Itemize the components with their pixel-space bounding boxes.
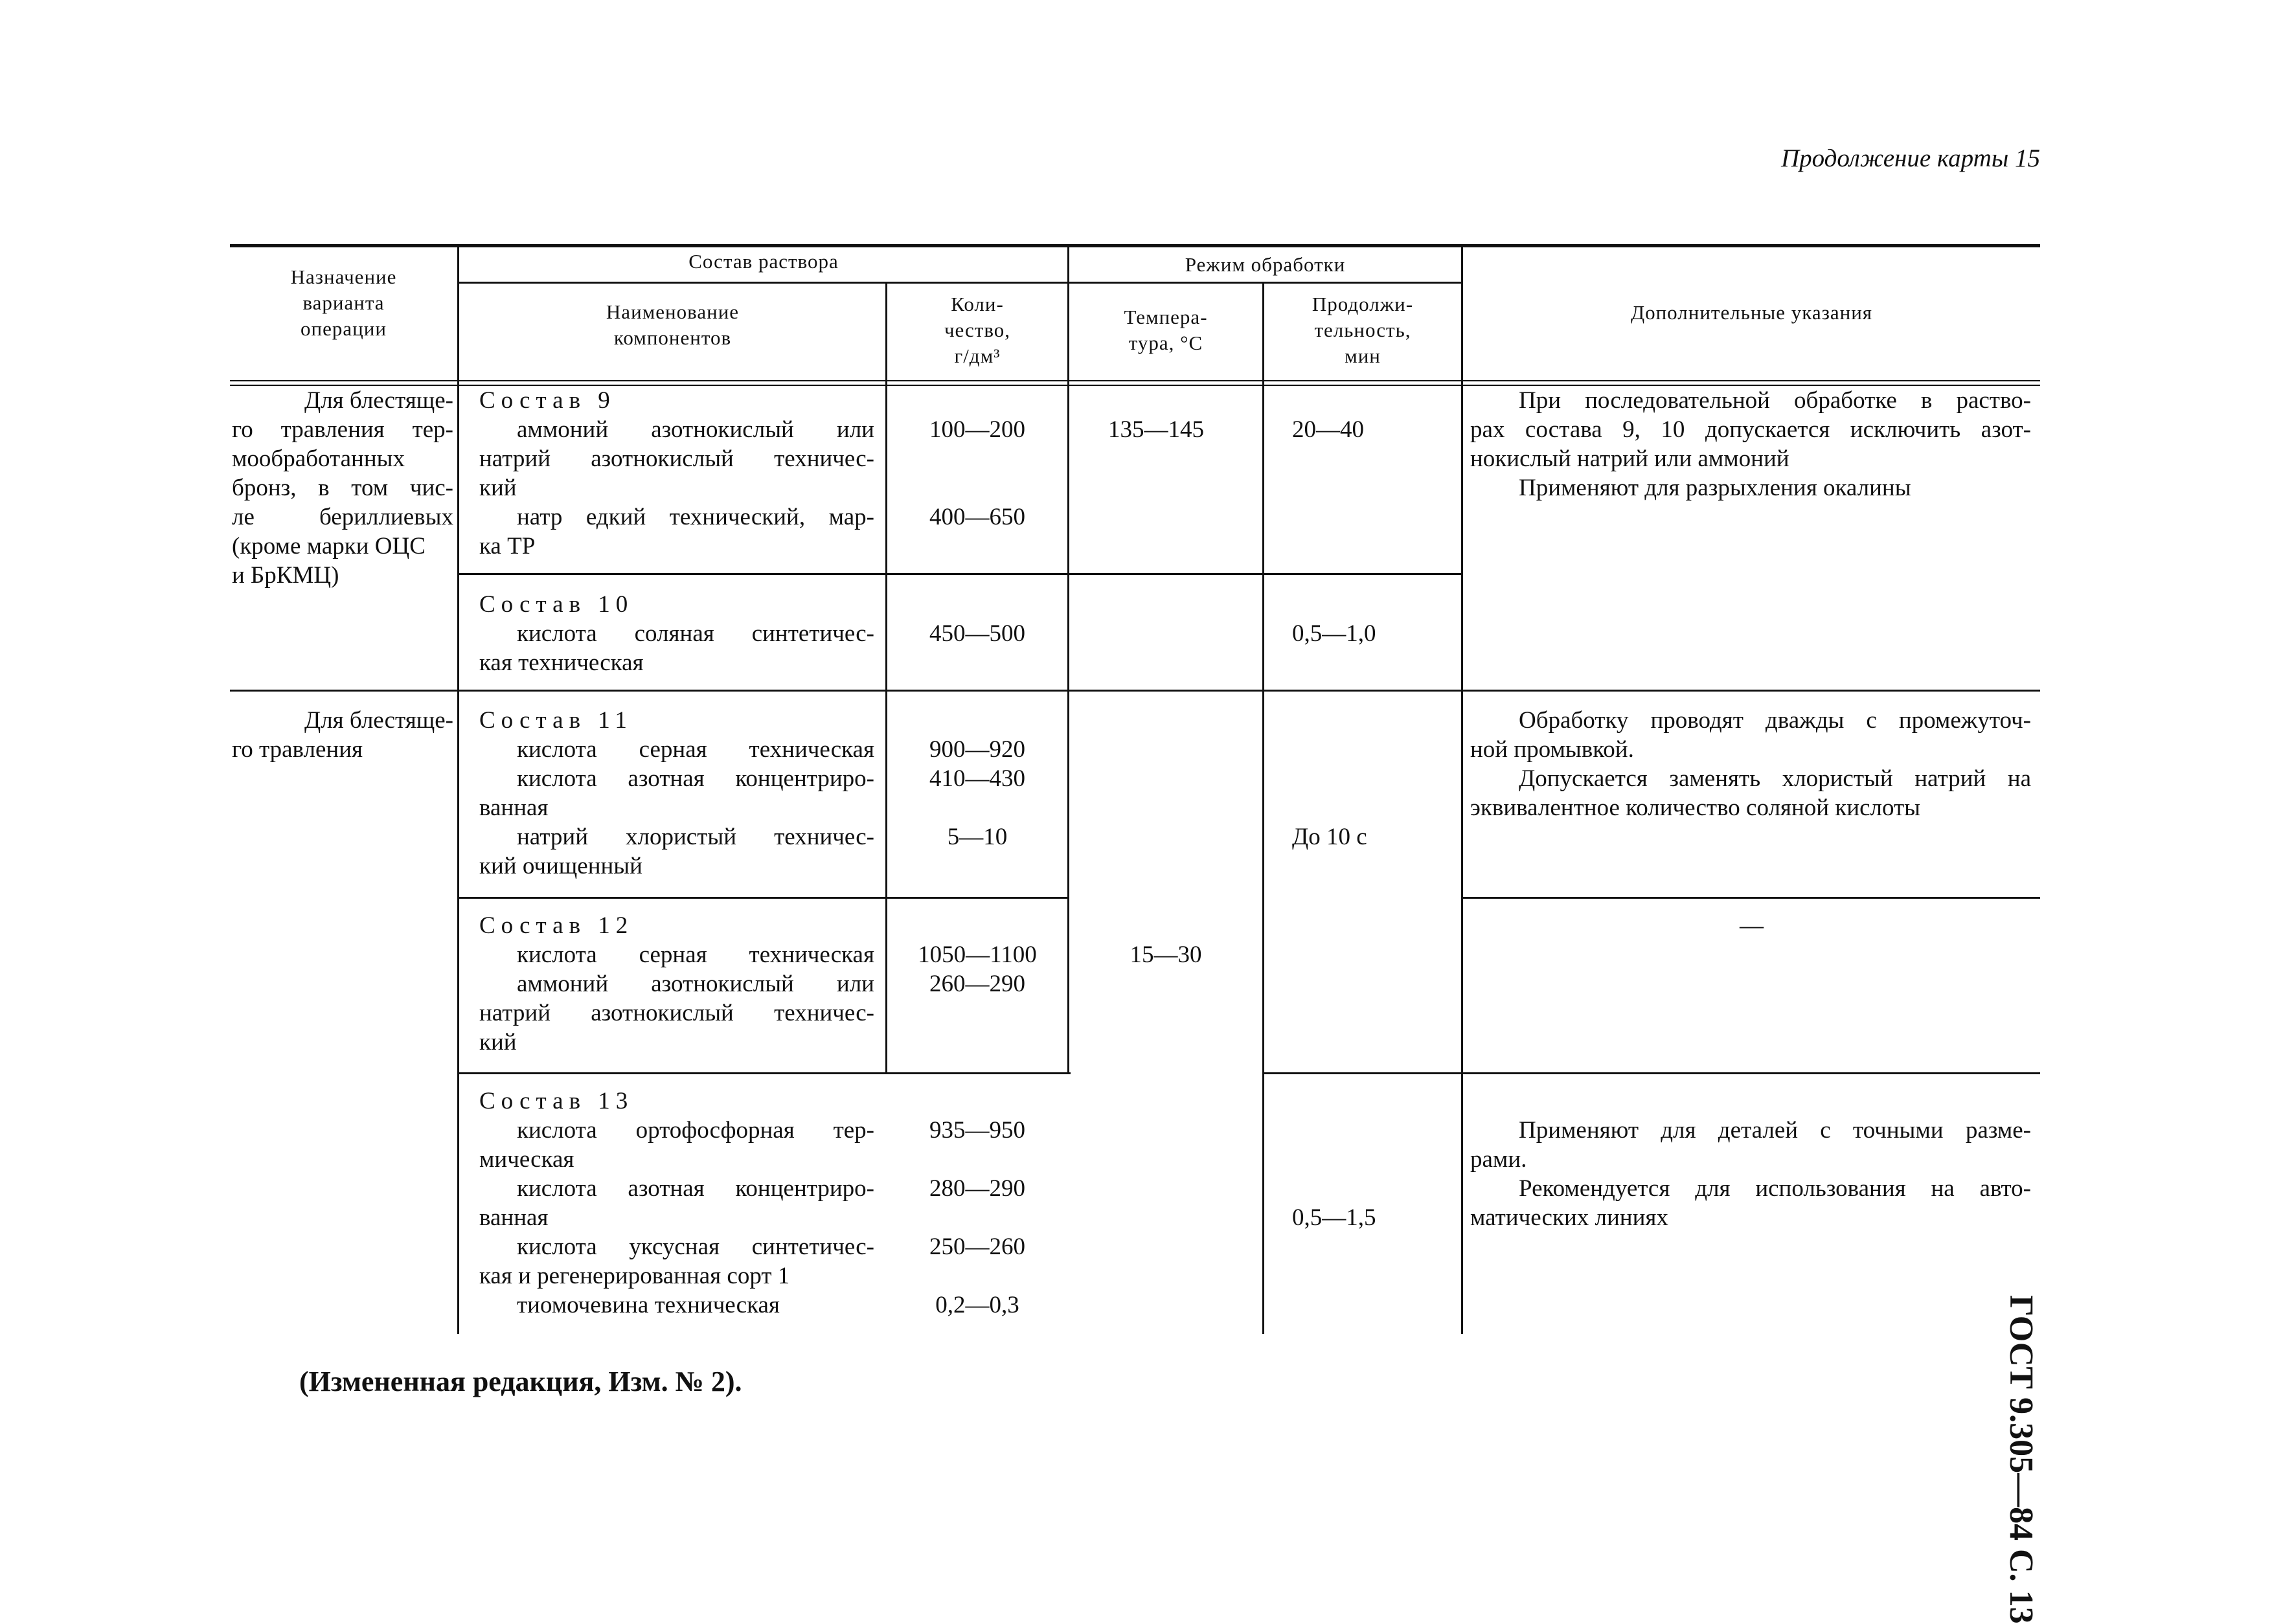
sostav11-duration: До 10 с xyxy=(1292,824,1367,850)
sostav10-components: кислота соляная синтетичес- кая техническая xyxy=(479,620,874,676)
header-bottom-rule-1 xyxy=(230,380,2040,381)
side-standard-label: ГОСТ 9.305—84 С. 13 xyxy=(2003,1295,2039,1624)
header-duration: Продолжи- тельность, мин xyxy=(1312,293,1414,367)
composition-header-rule xyxy=(459,282,1067,284)
sostav9-components: аммоний азотнокислый или натрий азотнокислый техничес- кий натр едкий технический, мар- ка ТР xyxy=(479,416,874,559)
sostav10-title: Состав 10 xyxy=(479,591,634,618)
sostav12-components: кислота серная техническая аммоний азотнокислый или натрий азотнокислый техничес- кий xyxy=(479,942,874,1055)
sostav11-title: Состав 11 xyxy=(479,707,633,734)
sostav11-components: кислота серная техническая кислота азотная концентриро- ванная натрий хлористый техничес- кий очищенный xyxy=(479,736,874,879)
running-header: Продолжение карты 15 xyxy=(1781,144,2040,172)
sostav11-q2: 410—430 xyxy=(929,765,1025,792)
sostav13-duration: 0,5—1,5 xyxy=(1292,1204,1376,1231)
sostav11-q1: 900—920 xyxy=(929,736,1025,763)
header-temperature: Темпера- тура, °С xyxy=(1124,306,1208,354)
sostav10-q1: 450—500 xyxy=(929,620,1025,647)
sostav13-components: кислота ортофосфорная тер- мическая кислота азотная концентриро- ванная кислота уксусная синтетичес- кая и регенерированная сорт 1 тиомочевина техническая xyxy=(479,1117,874,1318)
sostav12-q2: 260—290 xyxy=(929,971,1025,997)
header-mode: Режим обработки xyxy=(1185,253,1346,276)
sostav9-temp: 135—145 xyxy=(1108,416,1204,443)
row-rule-12-13 xyxy=(459,1072,1071,1074)
header-composition: Состав раствора xyxy=(688,250,839,273)
row-rule-9-10 xyxy=(459,573,1461,575)
purpose-group2: Для блестяще- го травления xyxy=(232,707,453,763)
right-rule-12-13 xyxy=(1263,1072,2040,1074)
sostav13-q2: 280—290 xyxy=(929,1175,1025,1202)
sostav12-q1: 1050—1100 xyxy=(918,942,1037,968)
row-rule-11-12 xyxy=(459,897,1069,899)
sostav9-q1: 100—200 xyxy=(929,416,1025,443)
notes-group1: При последовательной обработке в раство- рах состава 9, 10 допускается исключить азот- нокислый натрий или аммоний Применяют для разрыхления окалины xyxy=(1470,387,2031,501)
row-rule-10-11 xyxy=(230,690,2040,692)
notes-rule-11-12 xyxy=(1461,897,2040,899)
purpose-group1: Для блестяще- го травления тер- мообработанных бронз, в том чис- ле бериллиевых (кроме марки ОЦС и БрКМЦ) xyxy=(232,387,453,589)
notes-sostav12: — xyxy=(1740,912,1764,939)
notes-sostav11: Обработку проводят дважды с промежуточ- ной промывкой. Допускается заменять хлористый натрий на эквивалентное количество соляной кислоты xyxy=(1470,707,2031,821)
header-components: Наименование компонентов xyxy=(606,300,740,349)
header-purpose: Назначение варианта операции xyxy=(290,265,397,340)
group2-temp: 15—30 xyxy=(1130,942,1202,968)
sostav13-title: Состав 13 xyxy=(479,1088,634,1114)
col-rule-purpose xyxy=(457,244,459,1334)
sostav13-q1: 935—950 xyxy=(929,1117,1025,1144)
header-notes: Дополнительные указания xyxy=(1630,301,1873,324)
table-top-rule xyxy=(230,244,2040,247)
col-rule-duration xyxy=(1461,244,1463,1334)
sostav12-title: Состав 12 xyxy=(479,912,634,939)
col-rule-temperature xyxy=(1262,282,1264,1334)
sostav9-q2: 400—650 xyxy=(929,504,1025,530)
sostav10-duration: 0,5—1,0 xyxy=(1292,620,1376,647)
mode-header-rule xyxy=(1069,282,1462,284)
notes-sostav13: Применяют для деталей с точными разме- рами. Рекомендуется для использования на авто- матических линиях xyxy=(1470,1117,2031,1231)
amendment-note: (Измененная редакция, Изм. № 2). xyxy=(299,1366,742,1397)
sostav11-q3: 5—10 xyxy=(947,824,1008,850)
sostav9-title: Состав 9 xyxy=(479,387,616,414)
sostav13-q3: 250—260 xyxy=(929,1234,1025,1260)
sostav9-duration: 20—40 xyxy=(1292,416,1364,443)
sostav13-q4: 0,2—0,3 xyxy=(935,1292,1019,1318)
header-quantity: Коли- чество, г/дм³ xyxy=(944,293,1011,367)
